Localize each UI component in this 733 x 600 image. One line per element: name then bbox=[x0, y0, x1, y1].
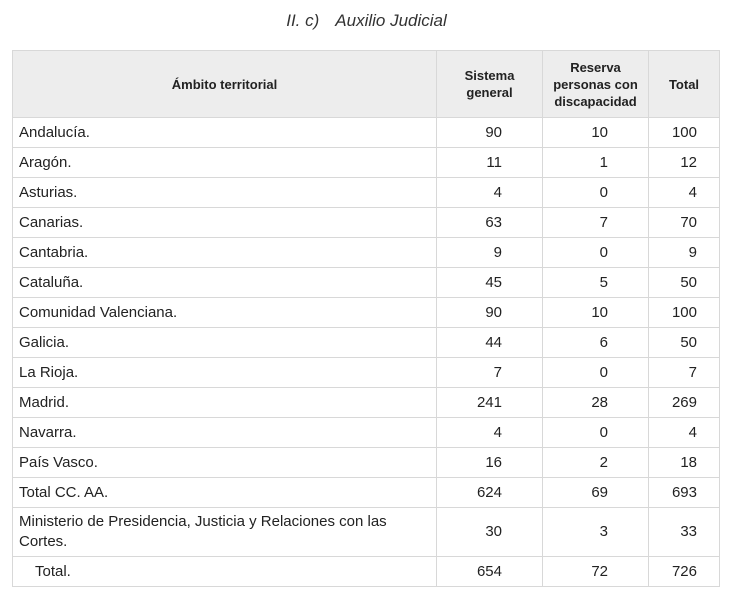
row-sistema: 30 bbox=[437, 508, 543, 557]
row-total: 18 bbox=[649, 448, 720, 478]
row-reserva: 28 bbox=[543, 388, 649, 418]
table-row bbox=[13, 178, 720, 208]
row-reserva: 3 bbox=[543, 508, 649, 557]
row-sistema: 90 bbox=[437, 118, 543, 148]
subtotal-row bbox=[13, 478, 720, 508]
row-name: Cantabria. bbox=[13, 238, 437, 268]
row-name: Andalucía. bbox=[13, 118, 437, 148]
row-name: Total. bbox=[13, 557, 437, 587]
row-name: Canarias. bbox=[13, 208, 437, 238]
table-row bbox=[13, 298, 720, 328]
column-header-total: Total bbox=[649, 51, 720, 118]
row-reserva: 0 bbox=[543, 238, 649, 268]
table-row bbox=[13, 118, 720, 148]
row-reserva: 0 bbox=[543, 178, 649, 208]
row-total: 33 bbox=[649, 508, 720, 557]
row-sistema: 90 bbox=[437, 298, 543, 328]
table-row bbox=[13, 268, 720, 298]
header-row bbox=[13, 51, 720, 118]
row-reserva: 6 bbox=[543, 328, 649, 358]
table-row bbox=[13, 508, 720, 557]
row-sistema: 654 bbox=[437, 557, 543, 587]
row-total: 693 bbox=[649, 478, 720, 508]
row-total: 9 bbox=[649, 238, 720, 268]
row-sistema: 16 bbox=[437, 448, 543, 478]
table-heading bbox=[0, 11, 733, 31]
row-sistema: 9 bbox=[437, 238, 543, 268]
table-row bbox=[13, 448, 720, 478]
row-total: 269 bbox=[649, 388, 720, 418]
row-total: 4 bbox=[649, 178, 720, 208]
row-reserva: 2 bbox=[543, 448, 649, 478]
row-name: Cataluña. bbox=[13, 268, 437, 298]
row-reserva: 7 bbox=[543, 208, 649, 238]
row-sistema: 7 bbox=[437, 358, 543, 388]
row-reserva: 5 bbox=[543, 268, 649, 298]
row-name: Ministerio de Presidencia, Justicia y Relaciones con las Cortes. bbox=[13, 508, 437, 557]
table-row bbox=[13, 148, 720, 178]
row-sistema: 624 bbox=[437, 478, 543, 508]
row-name: Madrid. bbox=[13, 388, 437, 418]
row-sistema: 4 bbox=[437, 178, 543, 208]
row-total: 70 bbox=[649, 208, 720, 238]
row-sistema: 63 bbox=[437, 208, 543, 238]
row-total: 4 bbox=[649, 418, 720, 448]
row-name: Asturias. bbox=[13, 178, 437, 208]
row-sistema: 4 bbox=[437, 418, 543, 448]
row-reserva: 1 bbox=[543, 148, 649, 178]
row-total: 7 bbox=[649, 358, 720, 388]
row-sistema: 45 bbox=[437, 268, 543, 298]
row-reserva: 0 bbox=[543, 358, 649, 388]
row-total: 50 bbox=[649, 328, 720, 358]
row-reserva: 72 bbox=[543, 557, 649, 587]
row-name: Comunidad Valenciana. bbox=[13, 298, 437, 328]
row-name: La Rioja. bbox=[13, 358, 437, 388]
row-reserva: 0 bbox=[543, 418, 649, 448]
row-name: Aragón. bbox=[13, 148, 437, 178]
row-reserva: 10 bbox=[543, 298, 649, 328]
row-sistema: 11 bbox=[437, 148, 543, 178]
table-row bbox=[13, 208, 720, 238]
row-sistema: 44 bbox=[437, 328, 543, 358]
table-row bbox=[13, 418, 720, 448]
table-row bbox=[13, 238, 720, 268]
row-name: Galicia. bbox=[13, 328, 437, 358]
table-row bbox=[13, 328, 720, 358]
row-reserva: 69 bbox=[543, 478, 649, 508]
row-total: 726 bbox=[649, 557, 720, 587]
row-total: 100 bbox=[649, 298, 720, 328]
table-title: Auxilio Judicial bbox=[335, 11, 447, 30]
row-name: Total CC. AA. bbox=[13, 478, 437, 508]
row-name: Navarra. bbox=[13, 418, 437, 448]
row-total: 100 bbox=[649, 118, 720, 148]
section-label: II. c) bbox=[286, 11, 320, 30]
row-sistema: 241 bbox=[437, 388, 543, 418]
table-row bbox=[13, 388, 720, 418]
column-header-sistema: Sistema general bbox=[437, 51, 543, 118]
table-row bbox=[13, 358, 720, 388]
grand-total-row bbox=[13, 557, 720, 587]
row-total: 50 bbox=[649, 268, 720, 298]
column-header-reserva: Reserva personas con discapacidad bbox=[543, 51, 649, 118]
row-total: 12 bbox=[649, 148, 720, 178]
quota-table bbox=[12, 50, 720, 587]
row-name: País Vasco. bbox=[13, 448, 437, 478]
column-header-ambito: Ámbito territorial bbox=[13, 51, 437, 118]
row-reserva: 10 bbox=[543, 118, 649, 148]
